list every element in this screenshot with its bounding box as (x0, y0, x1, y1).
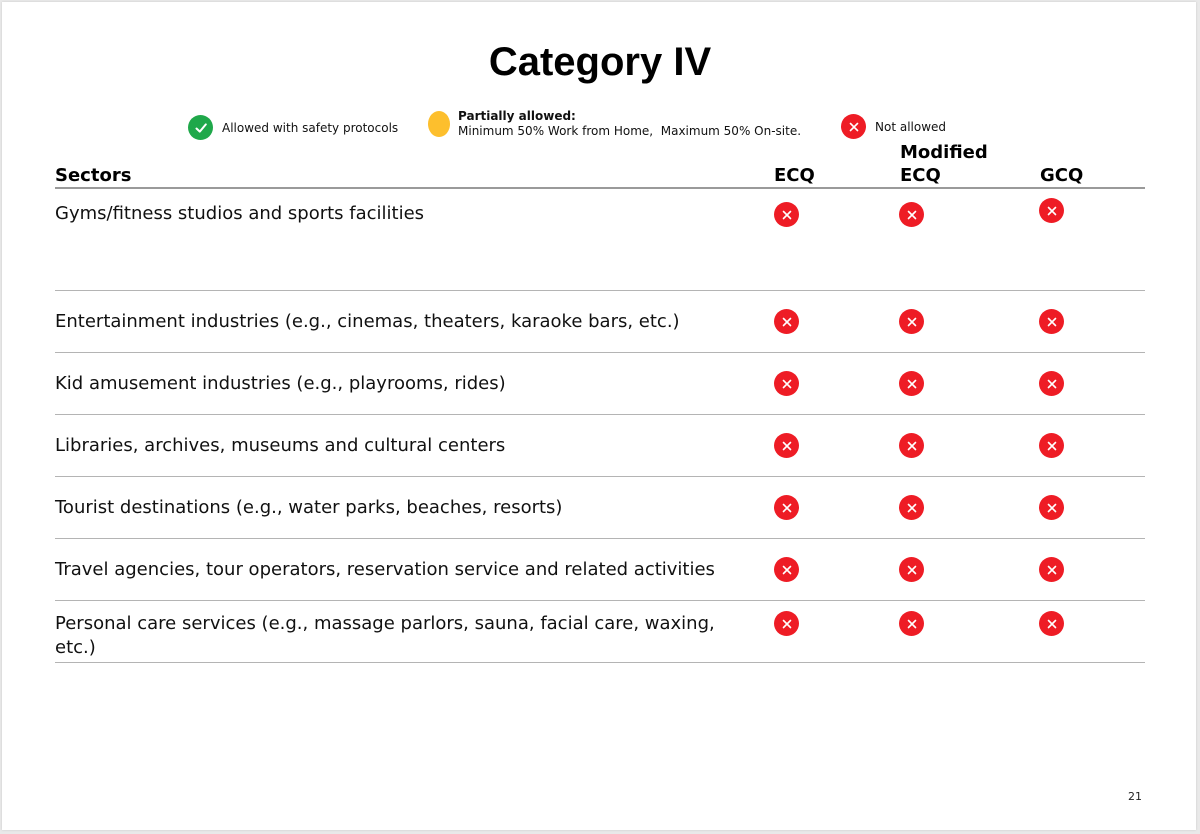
legend-partial-text (458, 109, 801, 139)
check-icon (188, 115, 213, 140)
x-icon (1039, 309, 1064, 334)
page-title: Category IV (488, 40, 712, 84)
header-divider (55, 187, 1145, 189)
legend-allowed-label: Allowed with safety protocols (222, 120, 399, 135)
x-icon (899, 611, 924, 636)
header-gcq: GCQ (1040, 165, 1084, 186)
x-icon (1039, 371, 1064, 396)
x-icon (899, 433, 924, 458)
sector-label: Entertainment industries (e.g., cinemas, theaters, karaoke bars, etc.) (55, 311, 680, 332)
x-icon (899, 557, 924, 582)
x-icon (774, 557, 799, 582)
x-icon (1039, 495, 1064, 520)
header-mecq-line1: Modified (900, 142, 988, 163)
x-icon (774, 202, 799, 227)
legend-not-allowed-label: Not allowed (875, 119, 947, 134)
row-divider (55, 352, 1145, 353)
x-icon (899, 371, 924, 396)
x-icon (774, 433, 799, 458)
legend-partial (428, 109, 801, 139)
legend-allowed (188, 115, 398, 140)
x-icon (1039, 198, 1064, 223)
x-icon (1039, 611, 1064, 636)
row-divider (55, 600, 1145, 601)
row-divider (55, 414, 1145, 415)
sector-label: Gyms/fitness studios and sports facilities (55, 203, 425, 224)
circle-icon (428, 111, 450, 137)
sector-label: Libraries, archives, museums and cultural centers (55, 435, 506, 456)
sector-label: Tourist destinations (e.g., water parks, beaches, resorts) (55, 497, 563, 518)
x-icon (841, 114, 866, 139)
row-divider (55, 476, 1145, 477)
header-ecq: ECQ (774, 165, 815, 186)
legend-partial-label: Minimum 50% Work from Home, Maximum 50% On-site. (458, 124, 802, 138)
legend-not-allowed (841, 114, 946, 139)
x-icon (899, 495, 924, 520)
legend-partial-bold: Partially allowed: (458, 109, 576, 123)
row-divider (55, 662, 1145, 663)
sector-label: Travel agencies, tour operators, reservation service and related activities (55, 559, 715, 580)
sector-label: Kid amusement industries (e.g., playrooms, rides) (55, 373, 506, 394)
x-icon (899, 309, 924, 334)
x-icon (774, 495, 799, 520)
row-divider (55, 538, 1145, 539)
header-mecq-line2: ECQ (900, 165, 941, 186)
x-icon (899, 202, 924, 227)
row-divider (55, 290, 1145, 291)
page-number: 21 (1128, 790, 1142, 803)
sector-label: Personal care services (e.g., massage parlors, sauna, facial care, waxing, etc.) (55, 613, 715, 658)
x-icon (774, 611, 799, 636)
x-icon (774, 309, 799, 334)
x-icon (774, 371, 799, 396)
x-icon (1039, 557, 1064, 582)
x-icon (1039, 433, 1064, 458)
header-sectors: Sectors (55, 165, 132, 186)
